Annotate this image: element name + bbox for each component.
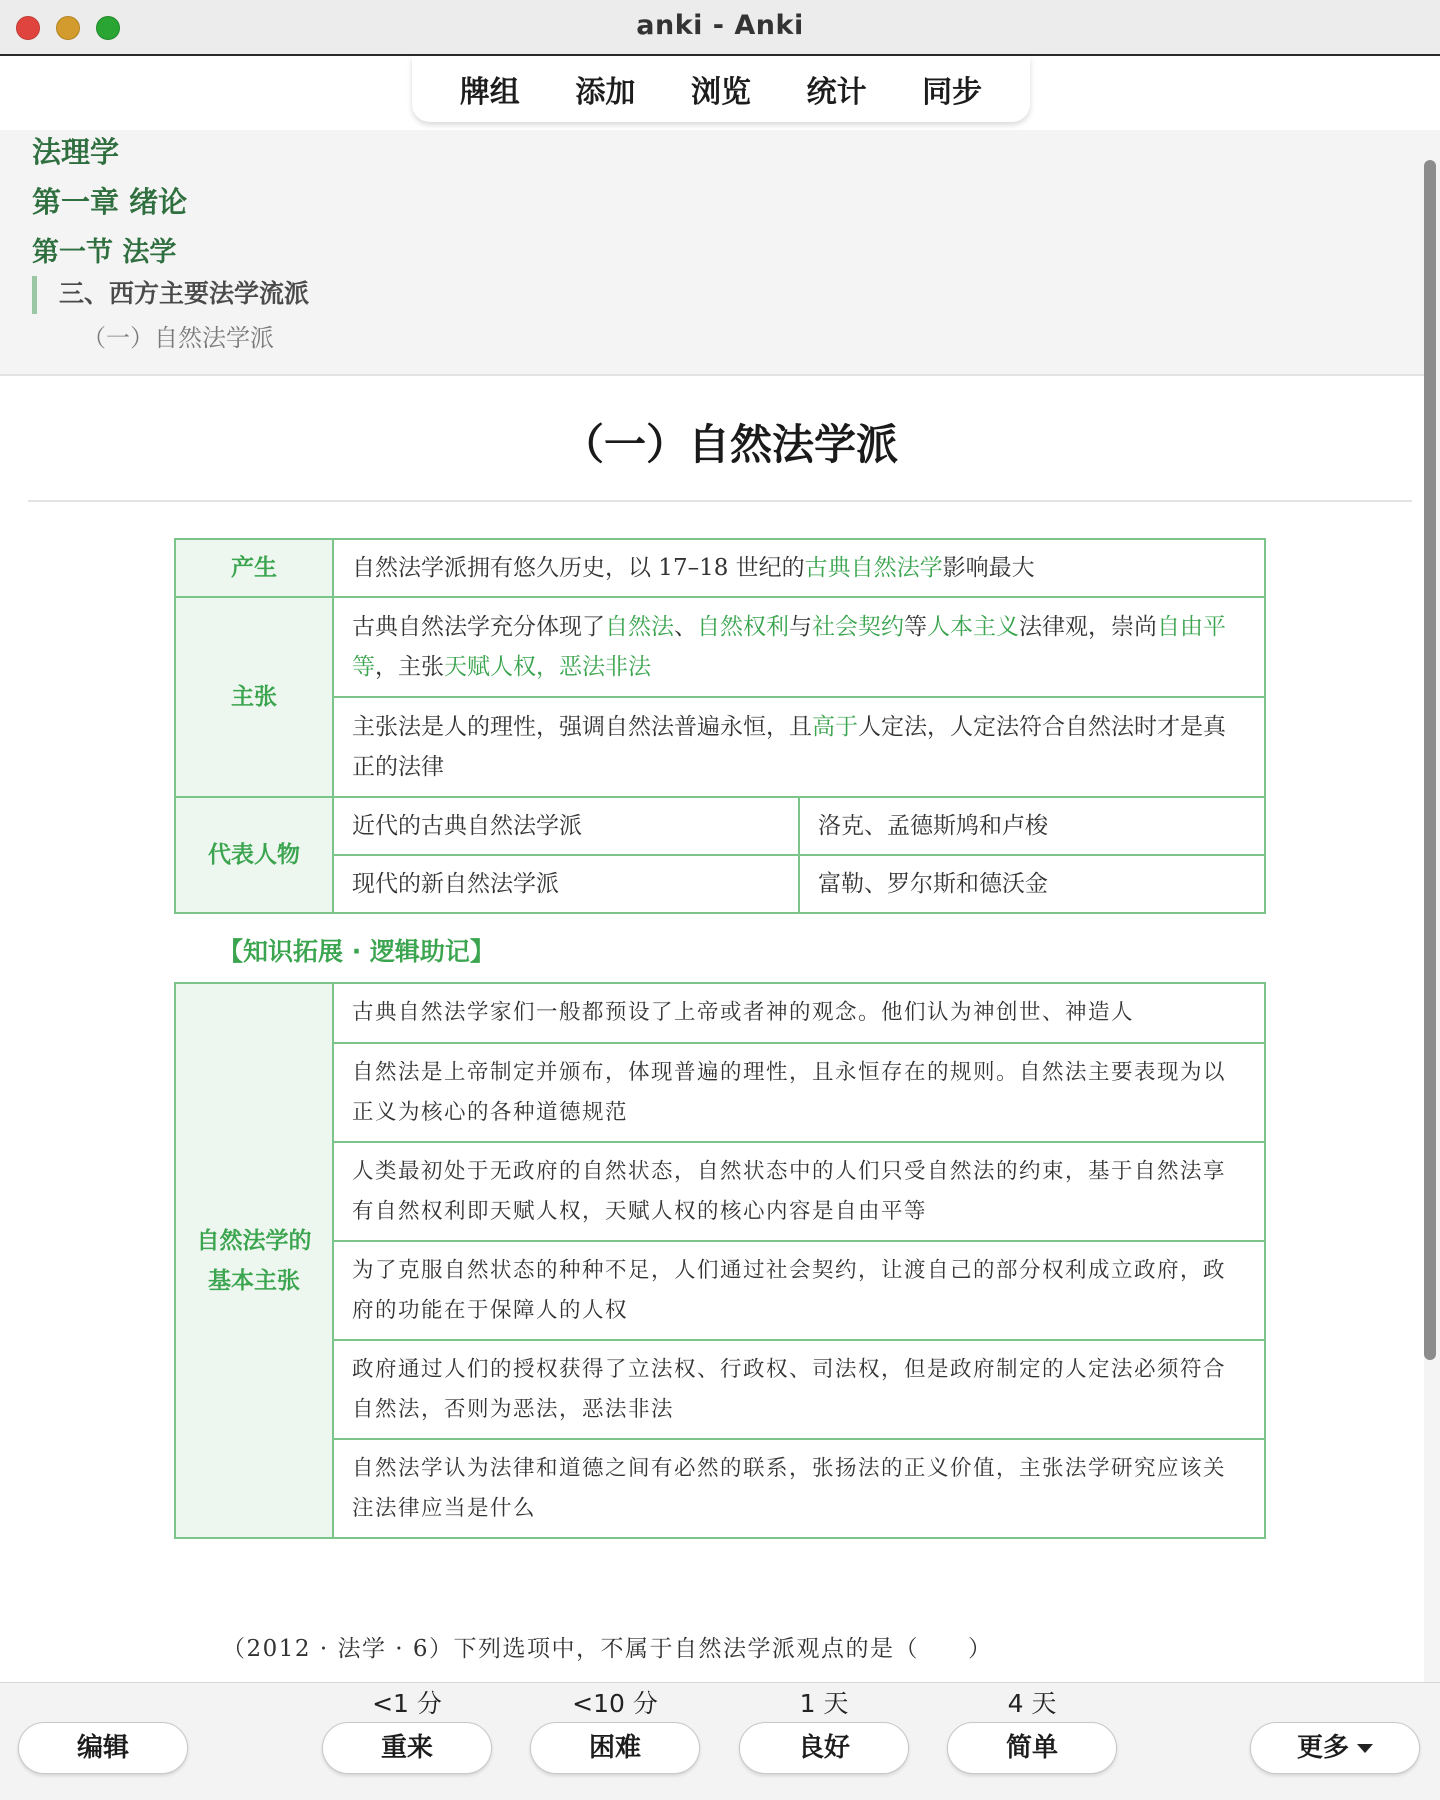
claim-row-cell: 人类最初处于无政府的自然状态，自然状态中的人们只受自然法的约束，基于自然法享有自然权利即天赋人权，天赋人权的核心内容是自由平等: [333, 1142, 1265, 1241]
table-row: [175, 597, 1265, 697]
table-row: [175, 1043, 1265, 1142]
claim-row-cell: 为了克服自然状态的种种不足，人们通过社会契约，让渡自己的部分权利成立政府，政府的功能在于保障人的人权: [333, 1241, 1265, 1340]
claim-highlight: 高于: [812, 714, 858, 740]
label-line: 自然法学的: [196, 1227, 312, 1254]
table-row: [175, 797, 1265, 855]
easy-interval: 4 天: [1007, 1689, 1057, 1718]
claim-highlight: 天赋人权，恶法非法: [444, 654, 651, 680]
school-cell: 近代的古典自然法学派: [333, 797, 799, 855]
breadcrumb-subject: 法理学: [32, 135, 120, 169]
origin-text-end: 影响最大: [942, 555, 1035, 581]
origin-text: 自然法学派拥有悠久历史，以 17–18 世纪的: [352, 555, 805, 581]
claim-label: 主张: [175, 597, 333, 797]
table-row: [175, 1439, 1265, 1538]
table-row: [175, 983, 1265, 1043]
claim-text: 、: [674, 614, 697, 640]
claim-text: 主张法是人的理性，强调自然法普遍永恒，且: [352, 714, 812, 740]
toolbar-browse[interactable]: 浏览: [690, 75, 751, 110]
claim-row-cell: 古典自然法学家们一般都预设了上帝或者神的观念。他们认为神创世、神造人: [333, 983, 1265, 1043]
again-button[interactable]: 重来: [322, 1722, 492, 1774]
claim-row-cell: 自然法学认为法律和道德之间有必然的联系，张扬法的正义价值，主张法学研究应该关注法律应当是什么: [333, 1439, 1265, 1538]
caret-down-icon: [1357, 1744, 1373, 1753]
people-cell: 富勒、罗尔斯和德沃金: [799, 855, 1265, 913]
card-title: （一）自然法学派: [561, 420, 898, 469]
answer-bar: [0, 1682, 1440, 1800]
breadcrumb-subtopic: （一）自然法学派: [82, 324, 274, 352]
good-interval: 1 天: [799, 1689, 849, 1718]
claim-text: 法律观，崇尚: [1019, 614, 1157, 640]
extension-heading: 【知识拓展 · 逻辑助记】: [218, 937, 495, 966]
breadcrumb: [0, 130, 1424, 376]
school-cell: 现代的新自然法学派: [333, 855, 799, 913]
claim-cell-2: [333, 697, 1265, 797]
origin-label: 产生: [175, 539, 333, 597]
title-bar: [0, 0, 1440, 56]
table-row: [175, 1142, 1265, 1241]
edit-button[interactable]: 编辑: [18, 1722, 188, 1774]
claim-highlight: 自然法: [605, 614, 674, 640]
good-button[interactable]: 良好: [739, 1722, 909, 1774]
breadcrumb-chapter: 第一章 绪论: [32, 185, 188, 219]
scrollbar-thumb[interactable]: [1424, 160, 1436, 1360]
toolbar-add[interactable]: 添加: [575, 75, 636, 110]
again-interval: <1 分: [372, 1689, 442, 1718]
table-row: [175, 1241, 1265, 1340]
more-label: 更多: [1296, 1733, 1349, 1763]
claim-highlight: 自然权利: [697, 614, 789, 640]
hard-button[interactable]: 困难: [530, 1722, 700, 1774]
easy-button[interactable]: 简单: [947, 1722, 1117, 1774]
claim-row-cell: 自然法是上帝制定并颁布，体现普遍的理性，且永恒存在的规则。自然法主要表现为以正义为核心的各种道德规范: [333, 1043, 1265, 1142]
claim-text: 古典自然法学充分体现了: [352, 614, 605, 640]
claim-highlight: 社会契约: [812, 614, 904, 640]
more-button[interactable]: [1250, 1722, 1420, 1774]
toolbar-decks[interactable]: 牌组: [459, 75, 520, 110]
claim-highlight: 自由平等: [352, 614, 1226, 680]
table-row: [175, 855, 1265, 913]
claim-text: ，主张: [375, 654, 444, 680]
origin-highlight: 古典自然法学: [804, 555, 943, 581]
origin-cell: [333, 539, 1265, 597]
claim-text: 人定法，人定法符合自然法时才是真正的法律: [352, 714, 1226, 780]
claim-row-cell: 政府通过人们的授权获得了立法权、行政权、司法权，但是政府制定的人定法必须符合自然法，否则为恶法，恶法非法: [333, 1340, 1265, 1439]
hard-interval: <10 分: [572, 1689, 658, 1718]
card-view[interactable]: [0, 130, 1424, 1682]
question-text: （2012 · 法学 · 6）下列选项中，不属于自然法学派观点的是（ ）: [222, 1636, 993, 1662]
label-line: 基本主张: [208, 1267, 300, 1294]
toolbar-sync[interactable]: 同步: [922, 75, 983, 110]
table-row: [175, 539, 1265, 597]
natural-law-summary-table: [174, 538, 1266, 914]
breadcrumb-section: 第一节 法学: [32, 237, 177, 268]
toolbar-stats[interactable]: 统计: [806, 75, 867, 110]
table-row: [175, 697, 1265, 797]
claim-text: 与: [789, 614, 812, 640]
basic-claims-label: [175, 983, 333, 1538]
main-toolbar: [412, 56, 1030, 122]
claim-cell-1: [333, 597, 1265, 697]
representatives-label: 代表人物: [175, 797, 333, 913]
table-row: [175, 1340, 1265, 1439]
breadcrumb-topic: 三、西方主要法学流派: [32, 276, 309, 314]
title-divider: [28, 500, 1412, 502]
claim-highlight: 人本主义: [927, 614, 1019, 640]
claim-text: 等: [904, 614, 927, 640]
basic-claims-table: [174, 982, 1266, 1539]
people-cell: 洛克、孟德斯鸠和卢梭: [799, 797, 1265, 855]
window-title: anki - Anki: [636, 10, 804, 41]
